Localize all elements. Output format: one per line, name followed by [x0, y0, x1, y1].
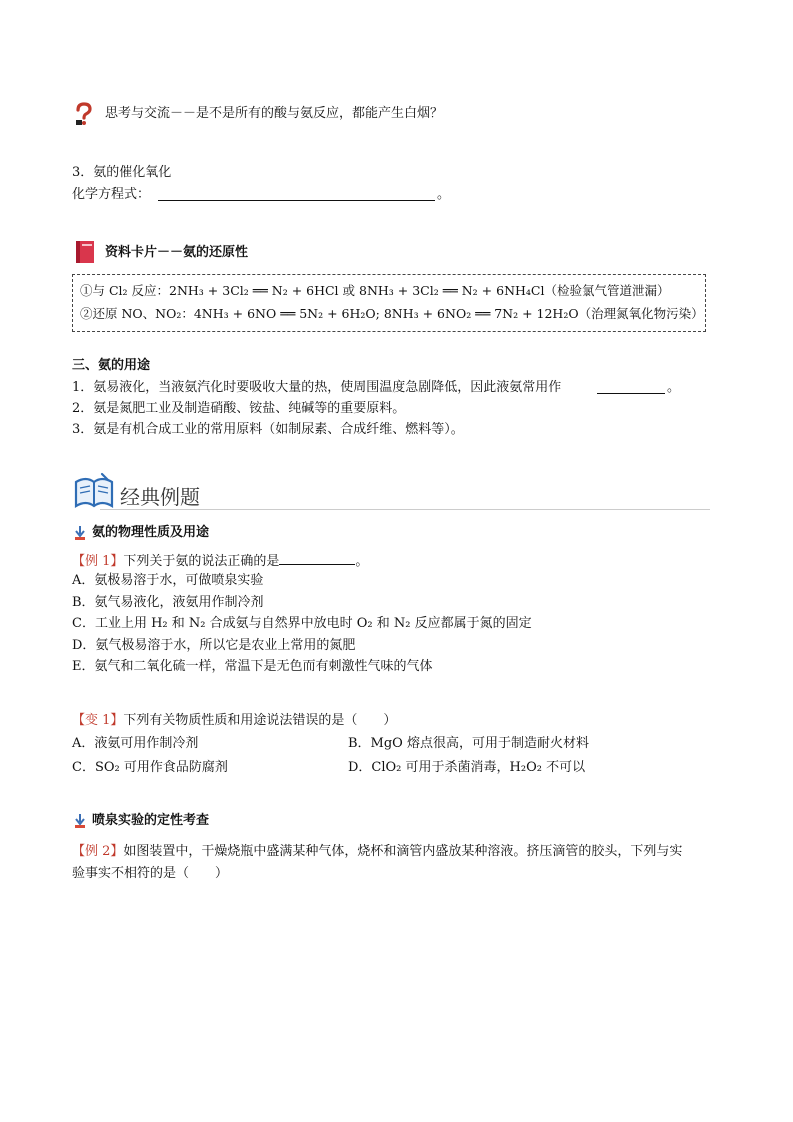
uses-item-1-end: 。 [667, 380, 681, 395]
variant-1-option-d: D．ClO₂ 可用于杀菌消毒，H₂O₂ 不可以 [348, 760, 586, 775]
catalytic-oxidation-title: 3．氨的催化氧化 [72, 165, 172, 180]
uses-item-1-blank [597, 379, 665, 394]
equation-period: 。 [437, 187, 451, 202]
example-2-question-line-1: 如图装置中，干燥烧瓶中盛满某种气体，烧杯和滴管内盛放某种溶液。挤压滴管的胶头，下列与实 [123, 844, 683, 859]
example-1-blank [279, 550, 355, 565]
variant-1-option-c: C．SO₂ 可用作食品防腐剂 [72, 760, 228, 775]
topic-2-title: 喷泉实验的定性考查 [92, 813, 210, 828]
equation-blank [158, 186, 435, 201]
example-2-tag: 【例 2】 [72, 844, 124, 859]
book-icon [74, 240, 96, 264]
uses-item-3: 3．氨是有机合成工业的常用原料（如制尿素、合成纤维、燃料等）。 [72, 422, 464, 437]
arrow-marker-icon [74, 814, 86, 828]
variant-1-tag: 【变 1】 [72, 713, 124, 728]
example-1-stem [72, 550, 368, 572]
uses-item-2: 2．氨是氮肥工业及制造硝酸、铵盐、纯碱等的重要原料。 [72, 401, 406, 416]
chemical-equation-label: 化学方程式： [72, 187, 151, 202]
info-card-title: 资料卡片－－氨的还原性 [105, 245, 249, 260]
example-1-option-d: D．氨气极易溶于水，所以它是农业上常用的氮肥 [72, 638, 356, 653]
think-discuss-text: 思考与交流－－是不是所有的酸与氨反应，都能产生白烟？ [105, 106, 444, 121]
example-1-end: 。 [355, 554, 369, 569]
example-1-option-e: E．氨气和二氧化硫一样，常温下是无色而有刺激性气味的气体 [72, 659, 433, 674]
topic-1-title: 氨的物理性质及用途 [92, 525, 210, 540]
examples-section-title: 经典例题 [120, 485, 200, 509]
info-card-line-2: ②还原 NO、NO₂：4NH₃ + 6NO ══ 5N₂ + 6H₂O; 8NH₃ + 6NO₂ ══ 7N₂ + 12H₂O（治理氮氧化物污染） [80, 306, 704, 321]
variant-1-option-b: B．MgO 熔点很高，可用于制造耐火材料 [348, 736, 589, 751]
variant-1-option-a: A．液氨可用作制冷剂 [72, 736, 199, 751]
uses-title: 三、氨的用途 [72, 358, 151, 373]
open-book-icon [72, 472, 116, 512]
example-1-question: 下列关于氨的说法正确的是 [123, 554, 280, 569]
variant-1-stem [72, 711, 396, 731]
example-1-option-c: C．工业上用 H₂ 和 N₂ 合成氨与自然界中放电时 O₂ 和 N₂ 反应都属于氮的固定 [72, 616, 532, 631]
section-divider [100, 509, 710, 510]
arrow-marker-icon [74, 526, 86, 540]
example-1-tag: 【例 1】 [72, 554, 124, 569]
uses-item-1: 1．氨易液化，当液氨汽化时要吸收大量的热，使周围温度急剧降低，因此液氨常用作 [72, 380, 562, 395]
variant-1-question: 下列有关物质性质和用途说法错误的是（ ） [123, 713, 397, 728]
info-card-line-1: ①与 Cl₂ 反应：2NH₃ + 3Cl₂ ══ N₂ + 6HCl 或 8NH₃ + 3Cl₂ ══ N₂ + 6NH₄Cl（检验氯气管道泄漏） [80, 283, 670, 298]
example-2-stem [72, 842, 682, 862]
example-2-question-line-2: 验事实不相符的是（ ） [72, 866, 229, 881]
example-1-option-b: B．氨气易液化，液氨用作制冷剂 [72, 595, 264, 610]
example-1-option-a: A．氨极易溶于水，可做喷泉实验 [72, 573, 264, 588]
question-mark-icon [74, 102, 94, 126]
